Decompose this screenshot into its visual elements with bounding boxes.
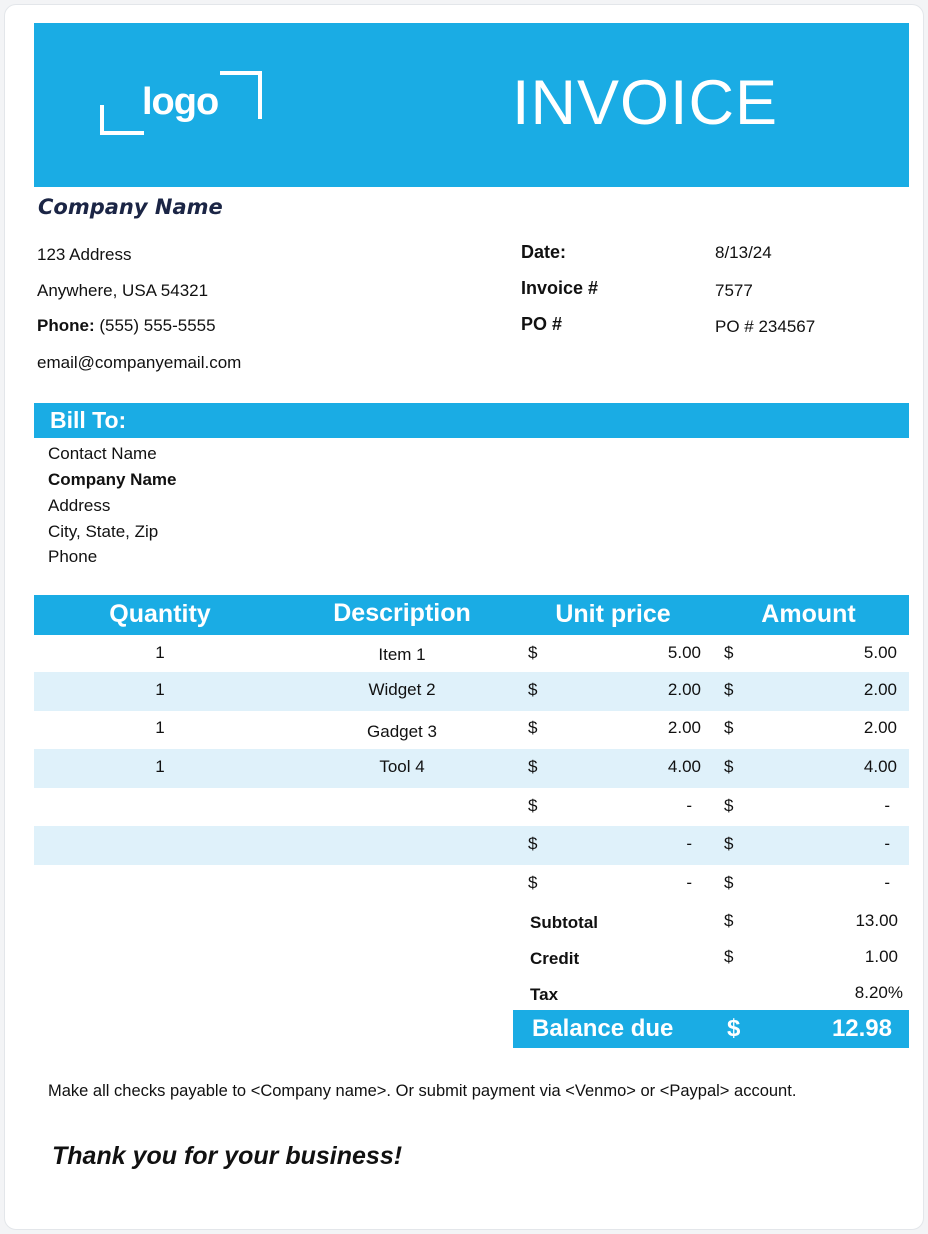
- row-description: Item 1: [378, 645, 426, 664]
- table-row: [34, 865, 909, 904]
- credit-label: Credit: [530, 949, 580, 968]
- row-amount: -: [884, 796, 890, 815]
- row-amount: 2.00: [863, 718, 897, 737]
- row-unit-price: 2.00: [667, 718, 701, 737]
- table-row: [34, 635, 909, 674]
- bill-to-bar: [34, 403, 909, 438]
- tax-label: Tax: [530, 985, 559, 1004]
- row-unit-currency: $: [528, 796, 538, 815]
- header-description: Description: [333, 599, 471, 627]
- row-unit-currency: $: [528, 873, 538, 892]
- subtotal-currency: $: [724, 911, 734, 930]
- invoice-document: [4, 4, 924, 1230]
- invoice-title: INVOICE: [512, 68, 779, 138]
- date-value: 8/13/24: [715, 243, 772, 262]
- date-label: Date:: [521, 242, 567, 262]
- row-amount-currency: $: [724, 796, 734, 815]
- company-address-line1: 123 Address: [37, 245, 132, 264]
- phone-value: (555) 555-5555: [99, 316, 216, 335]
- balance-due-label: Balance due: [532, 1015, 674, 1042]
- row-amount: 4.00: [863, 757, 897, 776]
- row-description: Widget 2: [368, 680, 436, 699]
- phone-label: Phone:: [37, 316, 95, 335]
- company-phone: [37, 316, 216, 336]
- payment-instructions: Make all checks payable to <Company name>. Or submit payment via <Venmo> or <Paypal> account.: [48, 1082, 797, 1100]
- bill-to-company: Company Name: [48, 470, 177, 489]
- row-unit-currency: $: [528, 834, 538, 853]
- po-label: PO #: [521, 314, 563, 334]
- bill-to-contact: Contact Name: [48, 444, 157, 463]
- row-qty: 1: [155, 680, 165, 699]
- balance-due-currency: $: [727, 1015, 741, 1042]
- table-row: [34, 749, 909, 788]
- logo-text: logo: [142, 81, 219, 123]
- tax-value: 8.20%: [854, 983, 903, 1002]
- header-quantity: Quantity: [109, 600, 211, 628]
- invoice-header-banner: [34, 23, 909, 187]
- balance-due-value: 12.98: [831, 1015, 892, 1042]
- row-amount: 5.00: [863, 643, 897, 662]
- company-logo: [100, 71, 262, 137]
- po-value: PO # 234567: [715, 317, 816, 336]
- row-amount: -: [884, 834, 890, 853]
- row-amount-currency: $: [724, 680, 734, 699]
- subtotal-label: Subtotal: [530, 913, 598, 932]
- line-items-header: [34, 595, 909, 635]
- row-description: Tool 4: [379, 757, 425, 776]
- company-email: email@companyemail.com: [37, 353, 242, 372]
- row-qty: 1: [155, 643, 165, 662]
- table-row: [34, 710, 909, 749]
- row-amount-currency: $: [724, 643, 734, 662]
- row-qty: 1: [155, 718, 165, 737]
- subtotal-value: 13.00: [855, 911, 898, 930]
- row-amount-currency: $: [724, 873, 734, 892]
- invoice-number-value: 7577: [715, 281, 753, 300]
- table-row: [34, 672, 909, 711]
- row-description: Gadget 3: [367, 722, 437, 741]
- row-amount-currency: $: [724, 834, 734, 853]
- company-address-line2: Anywhere, USA 54321: [37, 281, 209, 300]
- header-amount: Amount: [761, 600, 856, 628]
- row-qty: 1: [155, 757, 165, 776]
- row-unit-price: 4.00: [667, 757, 701, 776]
- company-name: Company Name: [38, 195, 223, 219]
- row-amount-currency: $: [724, 718, 734, 737]
- row-unit-currency: $: [528, 718, 538, 737]
- row-unit-price: -: [686, 834, 692, 853]
- row-unit-currency: $: [528, 680, 538, 699]
- row-unit-price: 5.00: [667, 643, 701, 662]
- thank-you-message: Thank you for your business!: [52, 1142, 403, 1170]
- row-unit-price: -: [686, 873, 692, 892]
- table-row: [34, 788, 909, 827]
- credit-currency: $: [724, 947, 734, 966]
- bill-to-title: Bill To:: [50, 407, 127, 433]
- bill-to-phone: Phone: [48, 547, 98, 566]
- bill-to-address: Address: [48, 496, 111, 515]
- row-unit-price: -: [686, 796, 692, 815]
- row-amount: -: [884, 873, 890, 892]
- bill-to-city-state-zip: City, State, Zip: [48, 522, 159, 541]
- row-unit-currency: $: [528, 757, 538, 776]
- balance-due-bar: [513, 1010, 909, 1048]
- row-unit-price: 2.00: [667, 680, 701, 699]
- row-unit-currency: $: [528, 643, 538, 662]
- table-row: [34, 826, 909, 865]
- invoice-number-label: Invoice #: [521, 278, 599, 298]
- row-amount: 2.00: [863, 680, 897, 699]
- credit-value: 1.00: [864, 947, 898, 966]
- header-unit-price: Unit price: [555, 600, 671, 628]
- row-amount-currency: $: [724, 757, 734, 776]
